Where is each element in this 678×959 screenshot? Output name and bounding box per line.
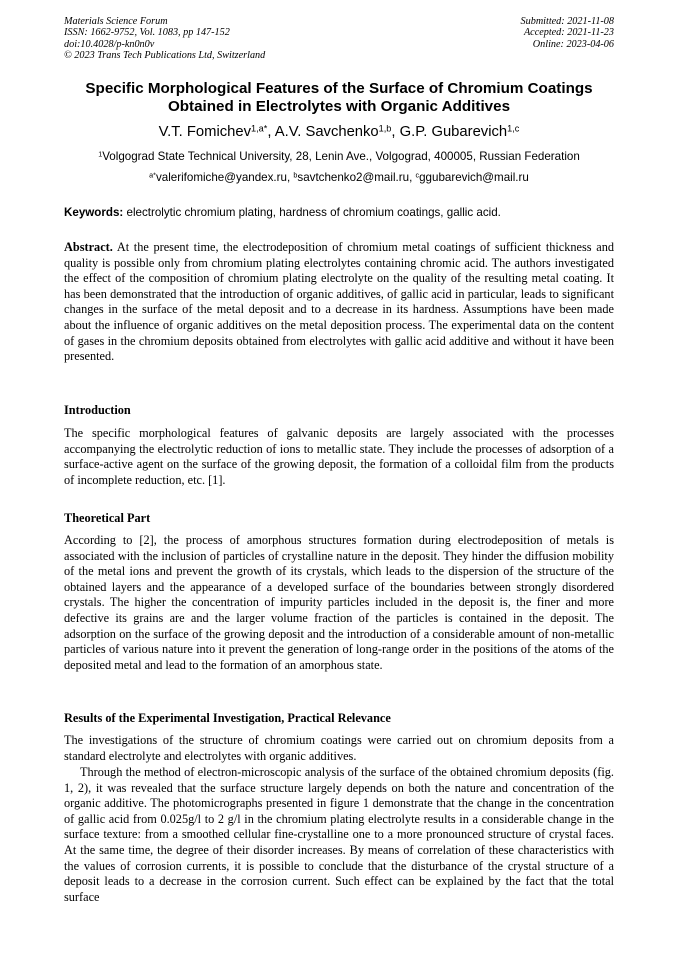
author-name: A.V. Savchenko xyxy=(274,124,379,140)
author-separator: , xyxy=(267,124,275,140)
journal-issn: ISSN: 1662-9752, Vol. 1083, pp 147-152 xyxy=(64,27,230,39)
keywords xyxy=(64,205,614,220)
title-line-2: Obtained in Electrolytes with Organic Additives xyxy=(167,98,511,115)
affiliation-text: Volgograd State Technical University, 28, Lenin Ave., Volgograd, 400005, Russian Federation xyxy=(102,150,580,163)
section-heading: Introduction xyxy=(64,403,131,417)
theoretical-paragraph: According to [2], the process of amorphous structures formation during electrodeposition of metals is associated with the inclusion of particles of crystalline nature in the deposit. They hinder the diffusion mobility of the metal ions and prevent the growth of its crystals, which leads to the dispersion of the structure of the obtained layers and the appearance of a developed surface of the boundaries between strongly disordered crystals. The higher the concentration of impurity particles included in the deposit is, the finer and more defective its grains are and the larger volume fraction of the particles is contained in the deposit. The adsorption on the surface of the growing deposit and the introduction of a considerable amount of non-metallic particles of various nature into it prevent the generation of long-range order in the positions of the atoms of the deposited metal and lead to the formation of an amorphous state. xyxy=(64,533,614,672)
title-line-1: Specific Morphological Features of the Surface of Chromium Coatings xyxy=(85,80,593,97)
online-date: Online: 2023-04-06 xyxy=(532,38,614,50)
journal-info xyxy=(64,16,265,62)
email-link[interactable]: valerifomiche@yandex.ru xyxy=(155,171,287,184)
affiliation xyxy=(64,149,614,164)
email-separator: , xyxy=(409,171,416,184)
submission-dates xyxy=(521,16,614,50)
journal-name: Materials Science Forum xyxy=(64,16,168,27)
abstract-text: At the present time, the electrodeposition of chromium metal coatings of sufficient thickness and quality is possible only from chromium plating electrolytes containing chromic acid. The authors investigated the effect of the composition of chromium plating electrolyte on the quality of the resulting metal coating. It has been demonstrated that the introduction of organic additives, of gallic acid in particular, leads to significant changes in the surface of the metal deposit and to a decrease in its hardness. Assumptions have been made about the influence of organic additives on the metal deposition process. The experimental data on the content of gases in the chromium deposits obtained from electrolytes with gallic acid additive and without it have been presented. xyxy=(64,240,614,364)
author-name: V.T. Fomichev xyxy=(158,124,252,140)
introduction-paragraph: The specific morphological features of galvanic deposits are largely associated with the processes accompanying the electrolytic reduction of ions to metallic state. They include the processes of adsorption of a surface-active agent on the surface of the growing deposit, the formation of a colloidal film from the products of incomplete reduction, etc. [1]. xyxy=(64,426,614,487)
accepted-date: Accepted: 2021-11-23 xyxy=(523,27,614,39)
keywords-label: Keywords: xyxy=(64,206,124,219)
email-mark: a* xyxy=(149,170,156,180)
keywords-text: electrolytic chromium plating, hardness of chromium coatings, gallic acid. xyxy=(123,206,501,219)
results-paragraph-1: The investigations of the structure of chromium coatings were carried out on chromium deposits from a standard electrolyte and electrolytes with organic additives. xyxy=(64,733,614,763)
submitted-date: Submitted: 2021-11-08 xyxy=(520,16,614,27)
section-heading: Theoretical Part xyxy=(64,511,151,525)
email-mark: c xyxy=(415,170,420,180)
author-list xyxy=(64,123,614,141)
journal-doi: doi:10.4028/p-kn0n0v xyxy=(64,38,155,50)
results-paragraph-2: Through the method of electron-microscopic analysis of the surface of the obtained chromium deposits (fig. 1, 2), it was revealed that the surface structure largely depends on both the nature and concentration of the organic additive. The photomicrographs presented in figure 1 demonstrate that the change in the concentration of gallic acid from 0.025g/l to 2 g/l in the chromium plating electrolyte results in a considerable change in the surface texture: from a smoothed cellular fine-crystalline one to a more pronounced structure of crystal faces. At the same time, the degree of their disorder increases. By means of correlation of these characteristics with the values of corrosion currents, it is possible to conclude that the disturbance of the crystal structure of a deposit leads to a decrease in the corrosion current. Such effect can be explained by the fact that the total surface xyxy=(64,765,614,904)
author-separator: , xyxy=(391,124,400,140)
abstract-label: Abstract. xyxy=(64,240,113,254)
email-link[interactable]: savtchenko2@mail.ru xyxy=(297,171,410,184)
affiliation-mark: 1 xyxy=(98,149,103,159)
author-name: G.P. Gubarevich xyxy=(399,124,508,140)
journal-copyright: © 2023 Trans Tech Publications Ltd, Switzerland xyxy=(64,50,266,62)
abstract xyxy=(64,240,614,365)
email-mark: b xyxy=(293,170,298,180)
email-separator: , xyxy=(286,171,294,184)
author-affil-mark: 1,c xyxy=(507,123,520,134)
email-link[interactable]: ggubarevich@mail.ru xyxy=(419,171,529,184)
author-emails xyxy=(64,170,614,185)
section-heading: Results of the Experimental Investigation, Practical Relevance xyxy=(64,711,391,725)
author-affil-mark: 1,b xyxy=(378,123,392,134)
author-affil-mark: 1,a* xyxy=(251,123,268,134)
paper-title xyxy=(64,80,614,116)
